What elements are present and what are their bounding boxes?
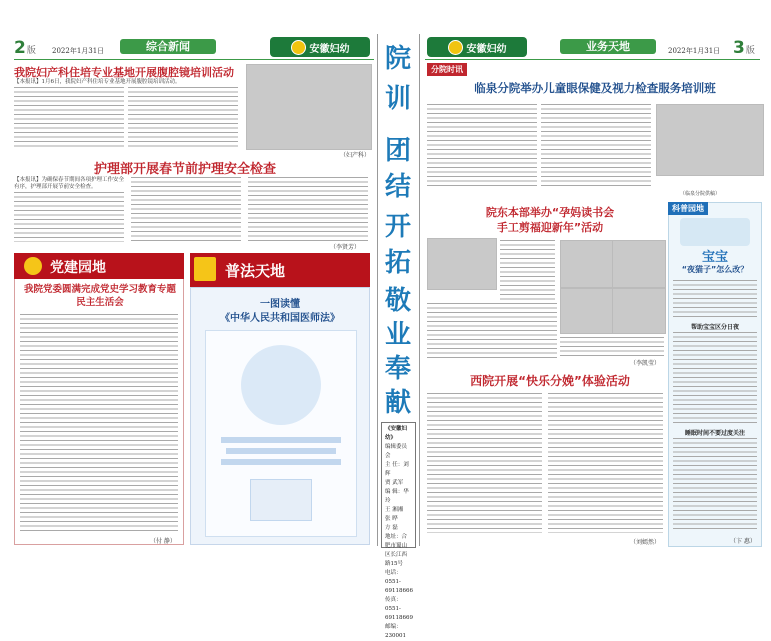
science-body-3 [673,438,757,532]
law-book-label: 一图读懂 [260,299,300,310]
law-infographic [205,330,357,537]
center-divider-right [419,34,420,546]
right-article2-title-line1: 院东本部举办“孕妈读书会 [485,206,615,219]
info-paper-title: 《安徽妇幼》 [385,426,408,441]
hospital-logo-icon [291,40,306,55]
party-body [20,314,178,534]
left-article2-body-col1 [14,192,124,242]
party-section-title: 党建园地 [50,260,106,276]
right-article2-photo5 [612,288,666,334]
right-article3-body-col1 [427,393,542,533]
right-header-rule [425,59,760,60]
right-article2-photo4 [560,288,614,334]
motto-char-4: 结 [384,172,411,202]
editorial-info-box [381,422,416,639]
info-editor-2: 王 湘湘 [385,507,404,513]
left-article1-author: （妇产科） [340,152,371,159]
left-article2-title: 护理部开展春节前护理安全检查 [93,162,276,177]
law-section-title: 普法天地 [225,262,286,280]
law-emblem-icon [194,257,216,281]
right-article2-photo1 [427,238,497,290]
left-article1-lead: 【本报讯】1月6日，我院妇产科住培专业基地开展腹腔镜培训活动。 [14,79,181,85]
left-banner: 安徽妇幼 [270,37,370,57]
science-body-1 [673,280,757,318]
left-article1-title: 我院妇产科住培专业基地开展腹腔镜培训活动 [14,66,234,79]
info-committee: 编辑委员会 [385,444,408,459]
right-article2-photo2 [560,240,614,288]
right-page-date: 2022年1月31日 [668,47,721,55]
science-subtitle: “夜猫子”怎么改？ [681,265,749,274]
motto-char-10: 献 [384,388,411,418]
right-banner: 安徽妇幼 [427,37,527,57]
science-head-1: 帮助宝宝区分日夜 [690,324,739,331]
right-article2-body-col2 [427,303,557,358]
motto-char-1: 院 [384,44,411,74]
branch-news-tag: 分院时讯 [427,63,467,76]
left-page-date: 2022年1月31日 [52,47,105,55]
left-article2-body-col2 [131,177,241,242]
science-body-2 [673,332,757,424]
left-page-number: 2版 [14,38,36,58]
info-phone: 0551-69118666 [385,579,413,594]
right-article1-caption: （临泉分院供稿） [680,191,721,197]
right-article2-body-col3 [560,337,664,359]
motto-char-6: 拓 [384,248,411,278]
info-vice-director: 贾 武军 [385,480,404,486]
motto-char-8: 业 [384,320,411,350]
info-address: 合肥市蜀山区长江西路15号 [385,534,408,567]
motto-char-9: 奉 [384,354,411,384]
motto-char-3: 团 [384,136,411,166]
motto-char-5: 开 [384,212,411,242]
hospital-logo-icon-right [448,40,463,55]
science-illustration [680,218,750,246]
science-author: （卞 惠） [730,538,756,545]
right-article3-title: 西院开展“快乐分娩”体验活动 [470,374,630,388]
info-editor-3: 张 晔 [385,516,398,522]
right-page-number: 3版 [733,38,755,58]
party-emblem-icon [24,257,42,275]
left-header-rule [14,59,374,60]
science-head-2: 睡眠时间不要过度关注 [684,430,745,437]
right-article3-author: （刘嫣然） [630,539,661,546]
info-postcode: 230001 [385,633,406,639]
left-article1-body-col1 [14,87,124,147]
info-postcode-label: 邮编： [385,624,402,630]
right-article2-title-line2: 手工剪福迎新年”活动 [496,221,604,234]
right-article3-body-col2 [548,393,663,533]
left-article2-body-col3 [248,177,368,242]
info-address-label: 地址： [385,534,402,540]
right-article1-body-col1 [427,104,537,188]
science-tag: 科普园地 [668,202,708,215]
info-editor-4: 方 磊 [385,525,398,531]
right-article2-author: （李凯莹） [630,360,661,367]
info-editor-1: 华 玲 [385,489,409,504]
left-article2-author: （李贤芳） [330,244,361,251]
left-article2-lead: 【本报讯】为确保春节期间各项护理工作安全有序，护理部开展节前安全检查。 [14,177,125,190]
right-article1-body-col2 [541,104,651,188]
info-editor-label: 编 辑： [385,489,404,495]
info-fax-label: 传真： [385,597,402,603]
science-title: 宝宝 [701,250,728,265]
right-article1-title: 临泉分院举办儿童眼保健及视力检查服务培训班 [474,81,716,95]
party-author: （付 静） [150,538,176,545]
right-article2-photo3 [612,240,666,288]
right-section-pill: 业务天地 [560,39,656,54]
motto-char-2: 训 [384,84,411,114]
right-article2-body-col1 [500,240,555,300]
left-article1-photo [246,64,372,150]
right-article1-photo [656,104,764,176]
law-book-title: 《中华人民共和国医师法》 [220,313,340,324]
info-director-name: 刘 辉 [385,462,409,477]
info-phone-label: 电话： [385,570,402,576]
info-director-label: 主 任： [385,462,404,468]
left-article1-body-col2 [128,87,238,147]
info-fax: 0551-69118669 [385,606,413,621]
motto-char-7: 敬 [384,286,411,316]
party-headline: 我院党委圆满完成党史学习教育专题民主生活会 [23,284,176,308]
left-section-pill: 综合新闻 [120,39,216,54]
